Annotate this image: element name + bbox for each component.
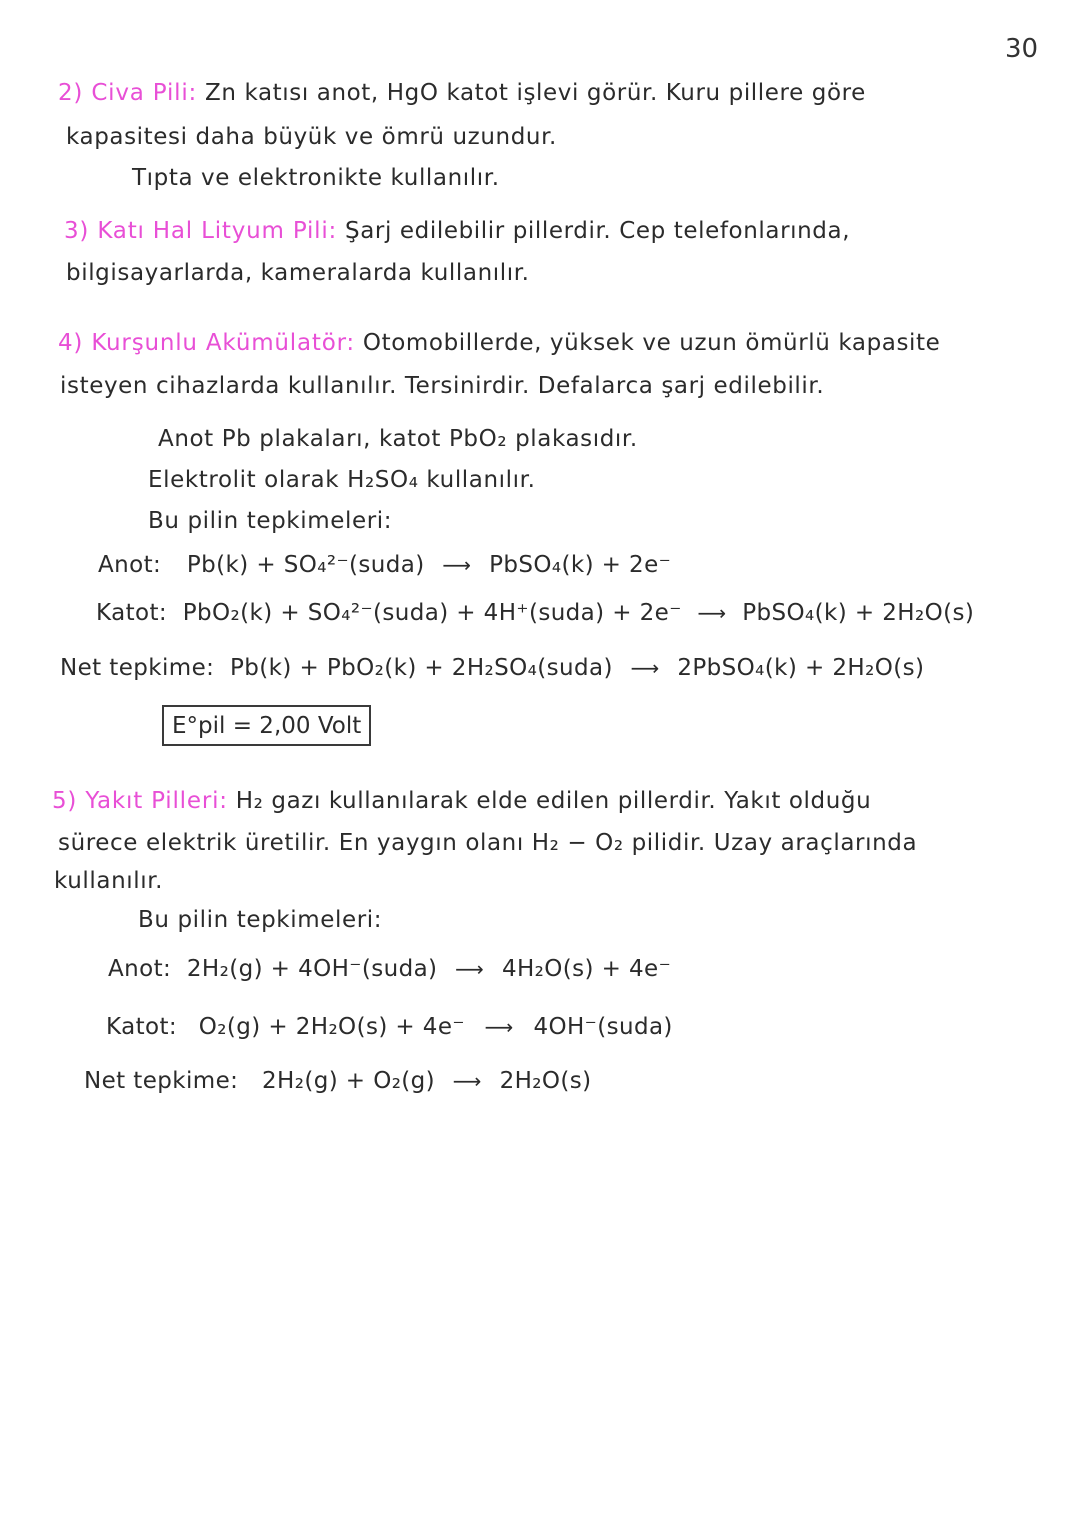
section-3-line-1	[64, 218, 850, 244]
section-2-line-2: kapasitesi daha büyük ve ömrü uzundur.	[66, 124, 557, 150]
section-4-line-4: Elektrolit olarak H₂SO₄ kullanılır.	[148, 467, 536, 493]
section-5-anot-equation	[108, 956, 671, 982]
net-reactants: Pb(k) + PbO₂(k) + 2H₂SO₄(suda)	[230, 655, 613, 681]
katot-label: Katot:	[96, 600, 168, 626]
reaction-arrow-icon: ⟶	[484, 1015, 514, 1039]
section-5-heading: 5) Yakıt Pilleri:	[52, 788, 228, 814]
section-3-line-2: bilgisayarlarda, kameralarda kullanılır.	[66, 260, 530, 286]
katot-reactants: O₂(g) + 2H₂O(s) + 4e⁻	[198, 1014, 465, 1040]
anot-label: Anot:	[108, 956, 172, 982]
reaction-arrow-icon: ⟶	[452, 1069, 482, 1093]
section-3-heading: 3) Katı Hal Lityum Pili:	[64, 218, 338, 244]
net-products: 2H₂O(s)	[499, 1068, 592, 1094]
section-4-anot-equation	[98, 552, 671, 578]
section-5-text-1: H₂ gazı kullanılarak elde edilen pillerdir. Yakıt olduğu	[235, 788, 872, 814]
section-5-line-1	[52, 788, 871, 814]
section-2-line-1	[58, 80, 866, 106]
section-4-line-5: Bu pilin tepkimeleri:	[148, 508, 393, 534]
reaction-arrow-icon: ⟶	[697, 601, 727, 625]
katot-label: Katot:	[106, 1014, 178, 1040]
section-4-text-1: Otomobillerde, yüksek ve uzun ömürlü kapasite	[362, 330, 941, 356]
anot-label: Anot:	[98, 552, 162, 578]
section-4-heading: 4) Kurşunlu Akümülatör:	[58, 330, 355, 356]
anot-reactants: 2H₂(g) + 4OH⁻(suda)	[186, 956, 438, 982]
reaction-arrow-icon: ⟶	[630, 656, 660, 680]
section-5-line-3: kullanılır.	[54, 868, 164, 894]
net-reactants: 2H₂(g) + O₂(g)	[262, 1068, 436, 1094]
anot-products: PbSO₄(k) + 2e⁻	[489, 552, 672, 578]
katot-reactants: PbO₂(k) + SO₄²⁻(suda) + 4H⁺(suda) + 2e⁻	[182, 600, 682, 626]
katot-products: 4OH⁻(suda)	[533, 1014, 673, 1040]
reaction-arrow-icon: ⟶	[442, 553, 472, 577]
section-5-net-equation	[84, 1068, 592, 1094]
section-5-katot-equation	[106, 1014, 673, 1040]
section-5-line-4: Bu pilin tepkimeleri:	[138, 907, 383, 933]
section-4-katot-equation	[96, 600, 974, 626]
section-5-line-2: sürece elektrik üretilir. En yaygın olanı H₂ − O₂ pilidir. Uzay araçlarında	[58, 830, 918, 856]
net-label: Net tepkime:	[60, 655, 215, 681]
page-number: 30	[1005, 34, 1039, 64]
net-label: Net tepkime:	[84, 1068, 239, 1094]
cell-potential: E°pil = 2,00 Volt	[162, 705, 371, 746]
section-3-text-1: Şarj edilebilir pillerdir. Cep telefonlarında,	[345, 218, 851, 244]
section-2-text-1: Zn katısı anot, HgO katot işlevi görür. Kuru pillere göre	[205, 80, 866, 106]
reaction-arrow-icon: ⟶	[455, 957, 485, 981]
section-2-heading: 2) Civa Pili:	[58, 80, 198, 106]
section-4-line-3: Anot Pb plakaları, katot PbO₂ plakasıdır.	[158, 426, 638, 452]
section-2-line-3: Tıpta ve elektronikte kullanılır.	[132, 165, 500, 191]
section-4-line-1	[58, 330, 940, 356]
cell-potential-box	[162, 705, 371, 746]
anot-products: 4H₂O(s) + 4e⁻	[501, 956, 672, 982]
section-4-line-2: isteyen cihazlarda kullanılır. Tersinirdir. Defalarca şarj edilebilir.	[60, 373, 825, 399]
net-products: 2PbSO₄(k) + 2H₂O(s)	[677, 655, 925, 681]
anot-reactants: Pb(k) + SO₄²⁻(suda)	[186, 552, 425, 578]
katot-products: PbSO₄(k) + 2H₂O(s)	[742, 600, 975, 626]
section-4-net-equation	[60, 655, 924, 681]
